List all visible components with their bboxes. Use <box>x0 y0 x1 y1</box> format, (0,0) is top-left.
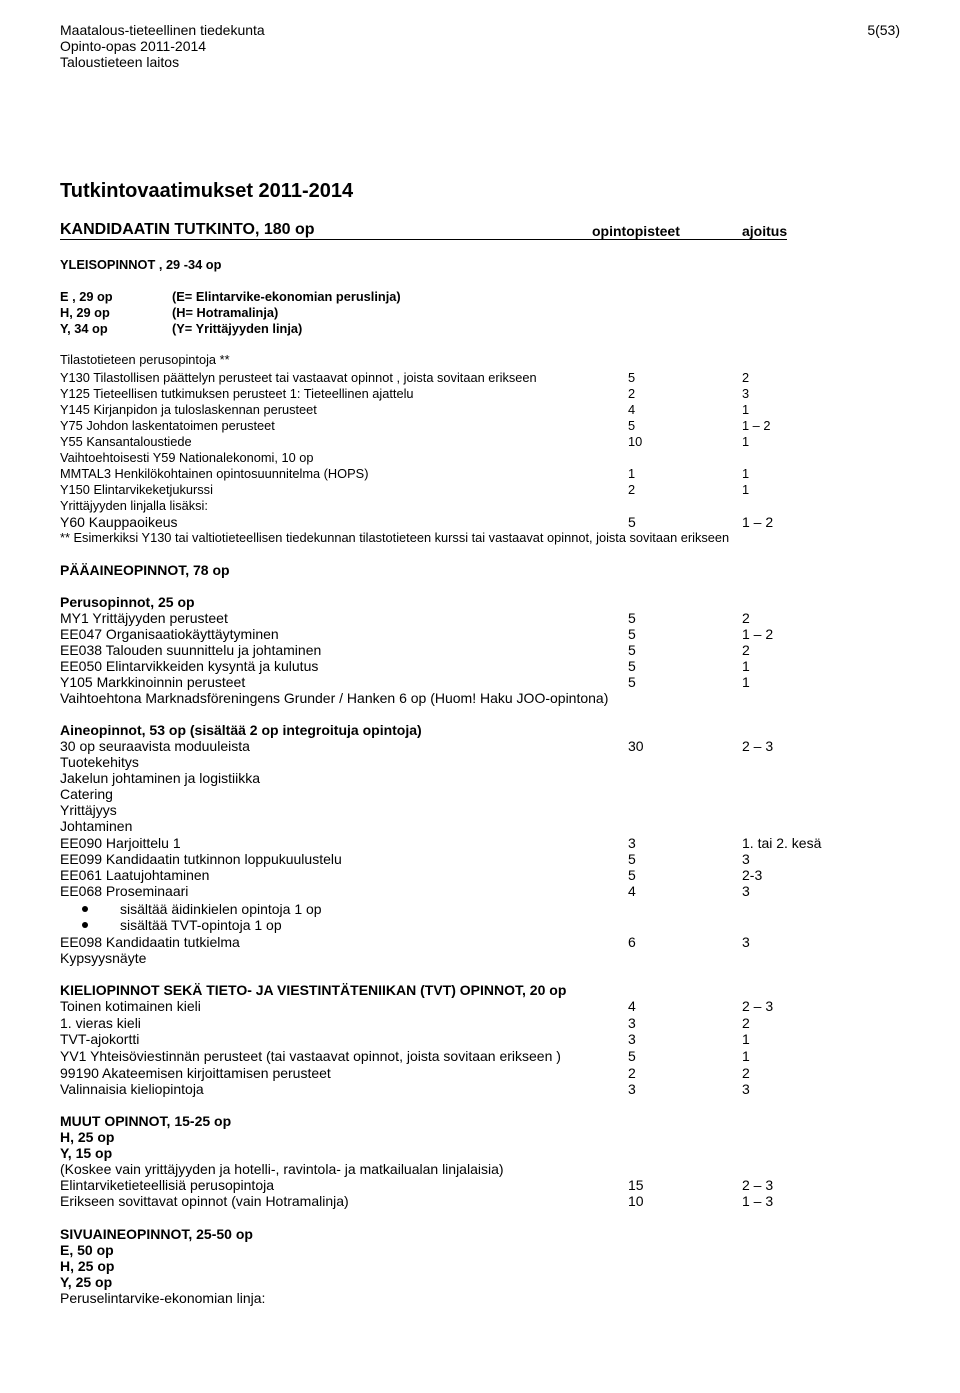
module-name: Tuotekehitys <box>60 754 139 770</box>
course-timing: 3 <box>742 883 750 899</box>
course-name: EE050 Elintarvikkeiden kysyntä ja kulutus <box>60 658 319 674</box>
subsection-title: Perusopinnot, 25 op <box>60 594 195 610</box>
course-credits: 5 <box>628 658 636 674</box>
course-row <box>60 434 900 450</box>
page-number: 5(53) <box>867 22 900 38</box>
track-description: (H= Hotramalinja) <box>172 305 279 320</box>
module-name: Jakelun johtaminen ja logistiikka <box>60 770 260 786</box>
course-row <box>60 738 900 754</box>
track-description: (E= Elintarvike-ekonomian peruslinja) <box>172 289 401 304</box>
course-name: EE038 Talouden suunnittelu ja johtaminen <box>60 642 322 658</box>
course-row <box>60 466 900 482</box>
course-name: Valinnaisia kieliopintoja <box>60 1081 204 1097</box>
course-name: TVT-ajokortti <box>60 1031 140 1047</box>
course-timing: 2 <box>742 610 750 626</box>
track-line <box>60 289 900 305</box>
subsection-heading-intermediate <box>60 722 900 738</box>
section-title: YLEISOPINNOT , 29 -34 op <box>60 257 222 272</box>
module-row <box>60 786 900 802</box>
course-timing: 2 <box>742 1065 750 1081</box>
course-name: Y60 Kauppaoikeus <box>60 514 178 530</box>
course-name: Y55 Kansantaloustiede <box>60 434 192 449</box>
course-timing: 3 <box>742 1081 750 1097</box>
course-name: Y125 Tieteellisen tutkimuksen perusteet 1: Tieteellinen ajattelu <box>60 386 414 401</box>
course-row <box>60 1177 900 1193</box>
course-name: Y105 Markkinoinnin perusteet <box>60 674 246 690</box>
page-header <box>60 22 265 70</box>
course-name: YV1 Yhteisöviestinnän perusteet (tai vastaavat opinnot, joista sovitaan erikseen ) <box>60 1048 561 1064</box>
section-title: SIVUAINEOPINNOT, 25-50 op <box>60 1226 253 1242</box>
course-row <box>60 498 900 514</box>
course-timing: 3 <box>742 851 750 867</box>
track-label-line <box>60 1290 900 1306</box>
track-label: Peruselintarvike-ekonomian linja: <box>60 1290 266 1306</box>
course-credits: 5 <box>628 851 636 867</box>
course-name: EE068 Proseminaari <box>60 883 189 899</box>
course-credits: 5 <box>628 642 636 658</box>
course-name: MY1 Yrittäjyyden perusteet <box>60 610 228 626</box>
course-row <box>60 514 900 530</box>
course-timing: 2 <box>742 1015 750 1031</box>
course-name: MMTAL3 Henkilökohtainen opintosuunnitelma (HOPS) <box>60 466 369 481</box>
footnote-text: ** Esimerkiksi Y130 tai valtiotieteellisen tiedekunnan tilastotieteen kurssi tai vastaavat opinnot, joista sovitaan erikseen <box>60 530 730 545</box>
course-row <box>60 642 900 658</box>
course-timing: 1 <box>742 466 750 481</box>
course-credits: 5 <box>628 418 636 433</box>
course-credits: 3 <box>628 1081 636 1097</box>
course-name: 99190 Akateemisen kirjoittamisen perusteet <box>60 1065 331 1081</box>
course-row <box>60 1048 900 1064</box>
track-line <box>60 321 900 337</box>
course-timing: 2-3 <box>742 867 763 883</box>
note-line <box>60 1161 900 1177</box>
course-timing: 1 <box>742 402 750 417</box>
course-credits: 5 <box>628 1048 636 1064</box>
module-row <box>60 754 900 770</box>
course-timing: 1. tai 2. kesä <box>742 835 822 851</box>
course-name: 1. vieras kieli <box>60 1015 141 1031</box>
course-name: Y75 Johdon laskentatoimen perusteet <box>60 418 275 433</box>
course-row <box>60 1065 900 1081</box>
track-credits-line <box>60 1145 900 1161</box>
course-name: Kypsyysnäyte <box>60 950 147 966</box>
course-name: Vaihtoehtoisesti Y59 Nationalekonomi, 10 op <box>60 450 314 465</box>
course-credits: 3 <box>628 835 636 851</box>
course-row <box>60 851 900 867</box>
course-row <box>60 418 900 434</box>
course-name: EE090 Harjoittelu 1 <box>60 835 181 851</box>
track-credits: E, 50 op <box>60 1242 114 1258</box>
course-timing: 1 – 2 <box>742 626 774 642</box>
course-row <box>60 690 900 706</box>
course-row <box>60 1193 900 1209</box>
track-credits-line <box>60 1129 900 1145</box>
course-credits: 6 <box>628 934 636 950</box>
section-heading-other <box>60 1113 900 1129</box>
track-credits-line <box>60 1274 900 1290</box>
course-timing: 1 <box>742 674 750 690</box>
course-row <box>60 1081 900 1097</box>
course-credits: 15 <box>628 1177 644 1193</box>
section-heading-minor <box>60 1226 900 1242</box>
course-name: Erikseen sovittavat opinnot (vain Hotramalinja) <box>60 1193 349 1209</box>
course-name: Toinen kotimainen kieli <box>60 998 201 1014</box>
course-timing: 2 – 3 <box>742 1177 774 1193</box>
track-credits-line <box>60 1258 900 1274</box>
course-row <box>60 402 900 418</box>
course-name: Yrittäjyyden linjalla lisäksi: <box>60 498 208 513</box>
section-title: KIELIOPINNOT SEKÄ TIETO- JA VIESTINTÄTENIIKAN (TVT) OPINNOT, 20 op <box>60 982 567 998</box>
header-faculty: Maatalous-tieteellinen tiedekunta <box>60 22 265 38</box>
course-timing: 1 – 2 <box>742 514 774 530</box>
degree-heading-row <box>60 221 787 240</box>
course-credits: 5 <box>628 514 636 530</box>
track-credits: Y, 15 op <box>60 1145 113 1161</box>
course-credits: 2 <box>628 482 636 497</box>
bullet-icon <box>82 922 88 928</box>
course-row <box>60 626 900 642</box>
section-heading-major <box>60 562 900 578</box>
section-heading-general <box>60 257 900 273</box>
course-row <box>60 674 900 690</box>
course-credits: 10 <box>628 1193 644 1209</box>
course-row <box>60 1015 900 1031</box>
module-row <box>60 770 900 786</box>
module-name: Catering <box>60 786 113 802</box>
subsection-title: Aineopinnot, 53 op (sisältää 2 op integroituja opintoja) <box>60 722 422 738</box>
track-credits-line <box>60 1242 900 1258</box>
module-name: Yrittäjyys <box>60 802 117 818</box>
course-timing: 1 <box>742 482 750 497</box>
bullet-item <box>60 917 900 933</box>
course-row <box>60 867 900 883</box>
course-timing: 1 – 3 <box>742 1193 774 1209</box>
bullet-item <box>60 901 900 917</box>
course-name: Vaihtoehtona Marknadsföreningens Grunder / Hanken 6 op (Huom! Haku JOO-opintona) <box>60 690 609 706</box>
course-row <box>60 658 900 674</box>
course-name: EE047 Organisaatiokäyttäytyminen <box>60 626 279 642</box>
track-credits: H, 25 op <box>60 1258 115 1274</box>
course-credits: 30 <box>628 738 644 754</box>
course-credits: 10 <box>628 434 643 449</box>
degree-title: KANDIDAATIN TUTKINTO, 180 op <box>60 221 315 238</box>
course-credits: 1 <box>628 466 636 481</box>
course-timing: 3 <box>742 386 750 401</box>
module-row <box>60 802 900 818</box>
bullet-icon <box>82 906 88 912</box>
course-credits: 2 <box>628 1065 636 1081</box>
course-credits: 3 <box>628 1015 636 1031</box>
section-heading-languages <box>60 982 900 998</box>
section-title: PÄÄAINEOPINNOT, 78 op <box>60 562 230 578</box>
course-credits: 2 <box>628 386 636 401</box>
track-description: (Y= Yrittäjyyden linja) <box>172 321 303 336</box>
module-name: Johtaminen <box>60 818 133 834</box>
course-row <box>60 1031 900 1047</box>
subsection-heading-statistics <box>60 352 900 368</box>
course-name: Y130 Tilastollisen päättelyn perusteet tai vastaavat opinnot , joista sovitaan erikseen <box>60 370 537 385</box>
note-text: (Koskee vain yrittäjyyden ja hotelli-, ravintola- ja matkailualan linjalaisia) <box>60 1161 504 1177</box>
course-timing: 1 <box>742 1031 750 1047</box>
column-header-credits: opintopisteet <box>592 223 680 239</box>
page-title: Tutkintovaatimukset 2011-2014 <box>60 180 354 202</box>
course-credits: 5 <box>628 626 636 642</box>
course-row <box>60 450 900 466</box>
course-timing: 1 <box>742 1048 750 1064</box>
track-credits: Y, 34 op <box>60 321 108 336</box>
course-credits: 5 <box>628 610 636 626</box>
course-name: Elintarviketieteellisiä perusopintoja <box>60 1177 275 1193</box>
bullet-text: sisältää TVT-opintoja 1 op <box>120 917 282 933</box>
section-title: MUUT OPINNOT, 15-25 op <box>60 1113 232 1129</box>
course-timing: 1 – 2 <box>742 418 771 433</box>
course-row <box>60 610 900 626</box>
course-credits: 4 <box>628 402 636 417</box>
course-timing: 2 <box>742 370 750 385</box>
column-header-timing: ajoitus <box>742 223 788 239</box>
course-credits: 4 <box>628 883 636 899</box>
footnote <box>60 530 900 546</box>
course-timing: 1 <box>742 658 750 674</box>
course-name: Y150 Elintarvikeketjukurssi <box>60 482 213 497</box>
course-credits: 5 <box>628 674 636 690</box>
track-credits: H, 25 op <box>60 1129 115 1145</box>
track-credits: E , 29 op <box>60 289 113 304</box>
course-name: 30 op seuraavista moduuleista <box>60 738 250 754</box>
track-line <box>60 305 900 321</box>
module-row <box>60 818 900 834</box>
course-row <box>60 386 900 402</box>
subsection-heading-basic <box>60 594 900 610</box>
course-row <box>60 950 900 966</box>
course-row <box>60 998 900 1014</box>
track-credits: H, 29 op <box>60 305 110 320</box>
course-credits: 4 <box>628 998 636 1014</box>
course-credits: 5 <box>628 867 636 883</box>
course-credits: 5 <box>628 370 636 385</box>
course-name: EE098 Kandidaatin tutkielma <box>60 934 240 950</box>
course-row <box>60 482 900 498</box>
course-timing: 2 <box>742 642 750 658</box>
header-dept: Taloustieteen laitos <box>60 54 180 70</box>
course-timing: 3 <box>742 934 750 950</box>
course-name: EE061 Laatujohtaminen <box>60 867 210 883</box>
course-row <box>60 370 900 386</box>
course-credits: 3 <box>628 1031 636 1047</box>
course-row <box>60 883 900 899</box>
course-name: EE099 Kandidaatin tutkinnon loppukuulustelu <box>60 851 342 867</box>
course-row <box>60 835 900 851</box>
course-timing: 2 – 3 <box>742 998 774 1014</box>
bullet-text: sisältää äidinkielen opintoja 1 op <box>120 901 322 917</box>
course-timing: 1 <box>742 434 750 449</box>
header-guide: Opinto-opas 2011-2014 <box>60 38 207 54</box>
course-row <box>60 934 900 950</box>
course-timing: 2 – 3 <box>742 738 774 754</box>
track-credits: Y, 25 op <box>60 1274 113 1290</box>
subsection-title: Tilastotieteen perusopintoja ** <box>60 352 230 367</box>
course-name: Y145 Kirjanpidon ja tuloslaskennan perusteet <box>60 402 317 417</box>
